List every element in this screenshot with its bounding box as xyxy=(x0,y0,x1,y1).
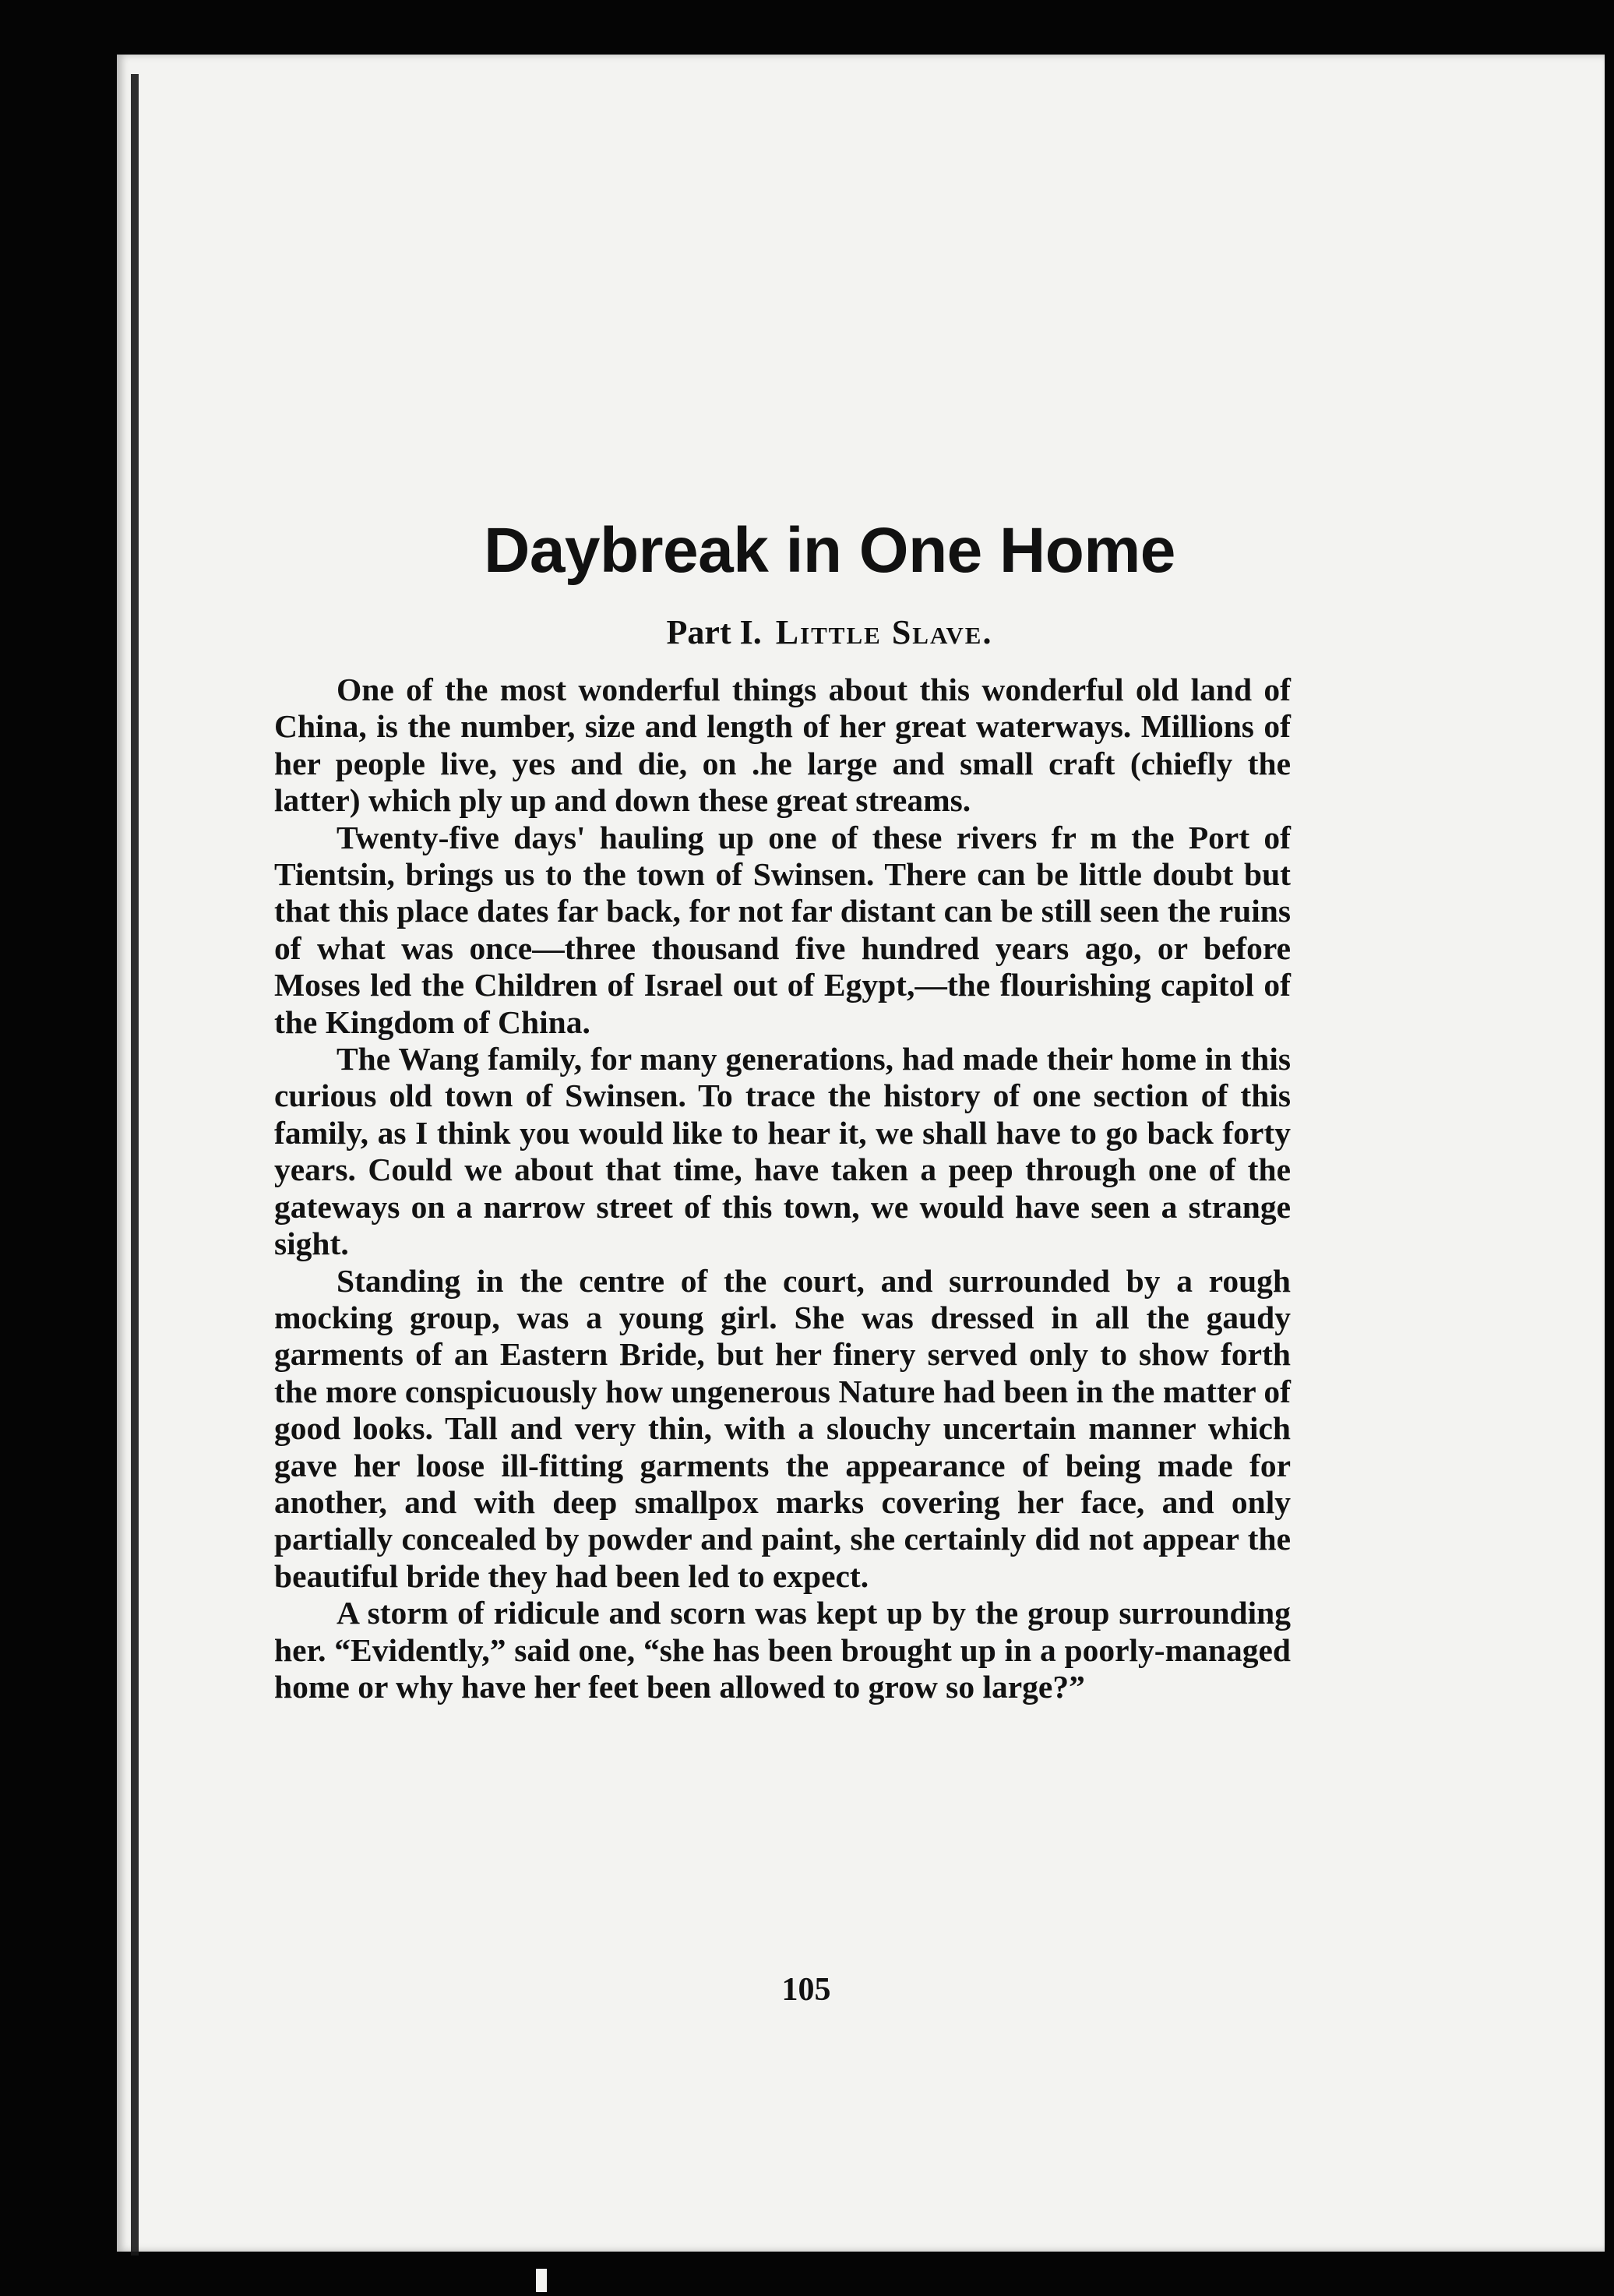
subtitle-name: Little Slave. xyxy=(775,613,993,651)
paragraph: A storm of ridicule and scorn was kept up by the group surrounding her. “Evidently,” said one, “she has been brought up in a poorly-managed home or why have her feet been allowed to grow so large?” xyxy=(274,1595,1291,1705)
body-text xyxy=(274,672,1291,1705)
chapter-title: Daybreak in One Home xyxy=(484,515,1175,586)
paragraph: Standing in the centre of the court, and surrounded by a rough mocking group, was a young girl. She was dressed in all the gaudy garments of an Eastern Bride, but her finery served only to show forth the more conspicuously how ungenerous Nature had been in the matter of good looks. Tall and very thin, with a slouchy uncertain manner which gave her loose ill-fitting garments the appearance of being made for another, and with deep smallpox marks covering her face, and only partially concealed by powder and paint, she certainly did not appear the beautiful bride they had been led to expect. xyxy=(274,1262,1291,1594)
page-gutter-edge xyxy=(131,74,139,2255)
chapter-subtitle xyxy=(273,612,1387,652)
paragraph: One of the most wonderful things about this wonderful old land of China, is the number, size and length of her great waterways. Millions of her people live, yes and die, on .he large and small craft (chiefly the latter) which ply up and down these great streams. xyxy=(274,672,1291,819)
paragraph: The Wang family, for many generations, had made their home in this curious old town of Swinsen. To trace the history of one section of this family, as I think you would like to hear it, we shall have to go back forty years. Could we about that time, have taken a peep through one of the gateways on a narrow street of this town, we would have seen a strange sight. xyxy=(274,1041,1291,1262)
scan-speck xyxy=(536,2269,547,2292)
page-number: 105 xyxy=(781,1972,831,2008)
subtitle-part: Part I. xyxy=(666,613,762,651)
paragraph: Twenty-five days' hauling up one of these rivers fr m the Port of Tientsin, brings us to the town of Swinsen. There can be little doubt but that this place dates far back, for not far distant can be still seen the ruins of what was once—three thousand five hundred years ago, or before Moses led the Children of Israel out of Egypt,—the flourishing capitol of the Kingdom of China. xyxy=(274,819,1291,1040)
